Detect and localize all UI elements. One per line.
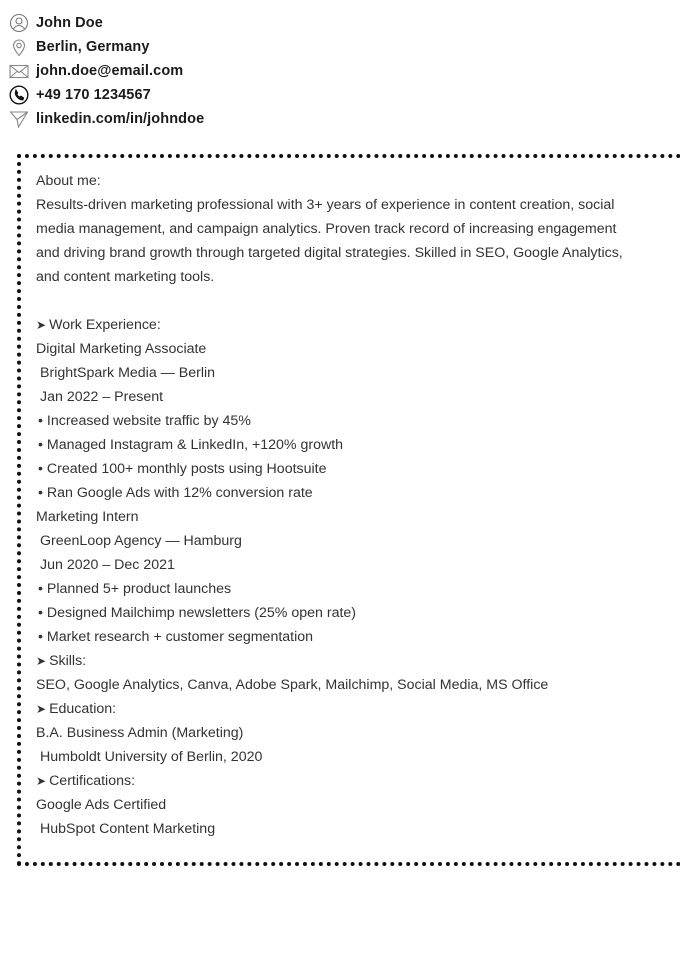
education-degree: B.A. Business Admin (Marketing) — [36, 725, 244, 741]
resume-body — [36, 169, 666, 841]
job-bullet: • Increased website traffic by 45% — [38, 413, 251, 429]
name-text: John Doe — [36, 15, 103, 31]
phone-text: +49 170 1234567 — [36, 87, 151, 103]
linkedin-link[interactable]: linkedin.com/in/johndoe — [36, 111, 205, 127]
contact-email — [8, 59, 204, 83]
spacer — [36, 289, 666, 313]
contact-location — [8, 35, 204, 59]
arrow-icon: ➤ — [36, 774, 47, 788]
job-company: GreenLoop Agency — Hamburg — [40, 533, 242, 549]
certification-item: Google Ads Certified — [36, 797, 167, 813]
about-line-3: and driving brand growth through targeted digital strategies. Skilled in SEO, Google Analytics, — [36, 245, 623, 261]
job-company: BrightSpark Media — Berlin — [40, 365, 216, 381]
user-icon — [8, 12, 30, 34]
send-icon — [8, 108, 30, 130]
job-dates: Jun 2020 – Dec 2021 — [40, 557, 175, 573]
contact-phone — [8, 83, 204, 107]
certifications-heading: ➤ Certifications: — [36, 773, 136, 789]
job-bullet: • Ran Google Ads with 12% conversion rate — [38, 485, 313, 501]
location-text: Berlin, Germany — [36, 39, 150, 55]
arrow-icon: ➤ — [36, 654, 47, 668]
job-bullet: • Managed Instagram & LinkedIn, +120% growth — [38, 437, 344, 453]
arrow-icon: ➤ — [36, 702, 47, 716]
contact-name — [8, 11, 204, 35]
job-bullet: • Created 100+ monthly posts using Hootsuite — [38, 461, 327, 477]
job-title: Digital Marketing Associate — [36, 341, 207, 357]
skills-list: SEO, Google Analytics, Canva, Adobe Spark, Mailchimp, Social Media, MS Office — [36, 677, 549, 693]
contact-linkedin — [8, 107, 204, 131]
certification-item: HubSpot Content Marketing — [40, 821, 216, 837]
job-bullet: • Designed Mailchimp newsletters (25% open rate) — [38, 605, 357, 621]
contact-block — [8, 11, 204, 131]
education-heading: ➤ Education: — [36, 701, 117, 717]
about-heading: About me: — [36, 173, 101, 189]
job-bullet: • Market research + customer segmentation — [38, 629, 314, 645]
phone-icon — [8, 84, 30, 106]
work-heading: ➤ Work Experience: — [36, 317, 161, 333]
about-line-2: media management, and campaign analytics. Proven track record of increasing engagement — [36, 221, 617, 237]
envelope-icon — [8, 60, 30, 82]
job-title: Marketing Intern — [36, 509, 139, 525]
arrow-icon: ➤ — [36, 318, 47, 332]
skills-heading: ➤ Skills: — [36, 653, 87, 669]
location-pin-icon — [8, 36, 30, 58]
job-bullet: • Planned 5+ product launches — [38, 581, 232, 597]
email-link[interactable]: john.doe@email.com — [36, 63, 184, 79]
about-line-4: and content marketing tools. — [36, 269, 215, 285]
education-school: Humboldt University of Berlin, 2020 — [40, 749, 263, 765]
about-line-1: Results-driven marketing professional with 3+ years of experience in content creation, social — [36, 197, 615, 213]
job-dates: Jan 2022 – Present — [40, 389, 164, 405]
